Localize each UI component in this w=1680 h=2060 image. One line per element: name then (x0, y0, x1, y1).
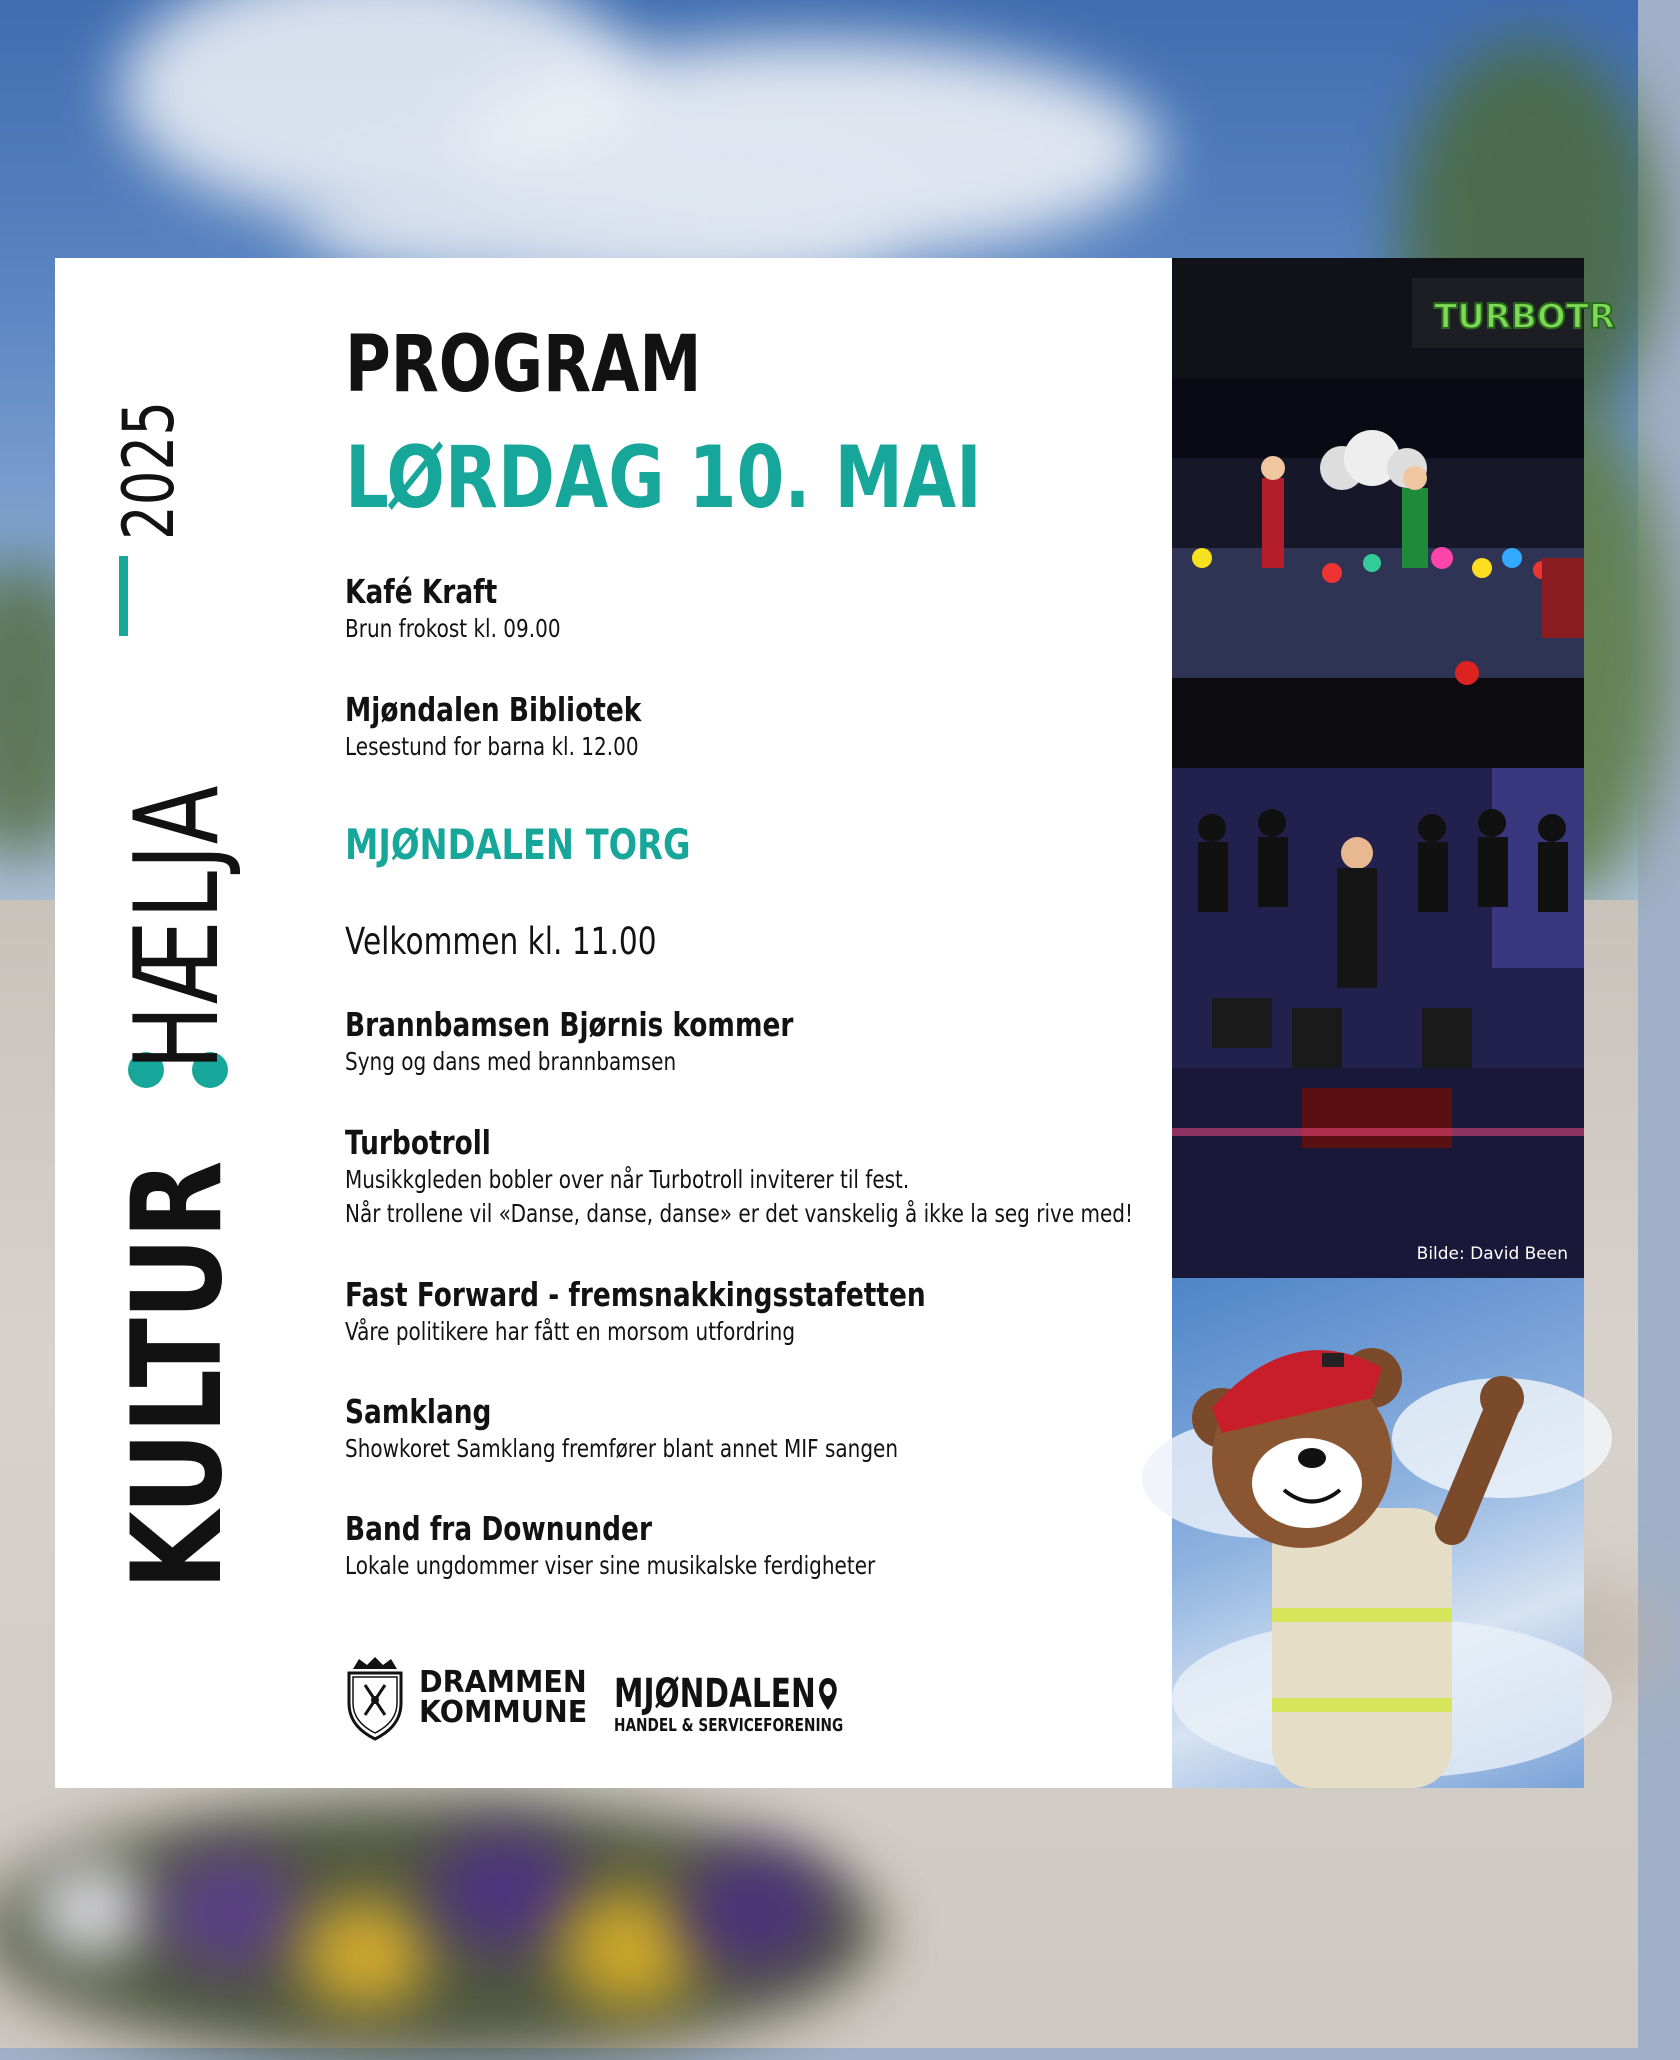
event-desc: Showkoret Samklang fremfører blant annet MIF sangen (345, 1434, 899, 1463)
photo-brannbamsen-bjornis (1172, 1278, 1584, 1788)
event-item (345, 1509, 1008, 1583)
page-title: PROGRAM (345, 320, 702, 410)
mjondalen-handel-logo (614, 1671, 917, 1736)
mjondalen-sub: HANDEL & SERVICEFORENING (614, 1715, 844, 1736)
event-item (345, 1275, 1071, 1349)
event-desc: Våre politikere har fått en morsom utfordring (345, 1317, 796, 1346)
event-title: Samklang (345, 1392, 492, 1431)
drammen-line1: DRAMMEN (419, 1665, 587, 1700)
event-desc: Musikkgleden bobler over når Turbotroll inviterer til fest. (345, 1165, 910, 1194)
banner-text: TURBOTR (1434, 297, 1616, 337)
drammen-line2: KOMMUNE (419, 1695, 588, 1730)
event-title: Turbotroll (345, 1123, 491, 1162)
year-wrap (108, 400, 190, 540)
year: 2025 (108, 401, 190, 540)
event-title: Band fra Downunder (345, 1509, 652, 1548)
event-title: Fast Forward - fremsnakkingsstafetten (345, 1275, 926, 1314)
venue-title: Mjøndalen Bibliotek (345, 690, 642, 729)
kulturhaelja-logo (108, 390, 248, 1590)
venue-item (345, 572, 614, 646)
event-item (345, 1005, 905, 1079)
logo-haelja: HÆLJA (110, 784, 245, 1071)
flowerbed (0, 1780, 1100, 2048)
photo-turbotroll-stage (1172, 258, 1616, 768)
event-desc-line2: Når trollene vil «Danse, danse, danse» er det vanskelig å ikke la seg rive med! (345, 1199, 1134, 1228)
coat-of-arms-icon (345, 1655, 405, 1741)
venue-desc: Brun frokost kl. 09.00 (345, 614, 561, 643)
drammen-kommune-logo (345, 1655, 596, 1741)
venue-desc: Lesestund for barna kl. 12.00 (345, 732, 639, 761)
event-item (345, 1392, 1036, 1466)
photo-credit: Bilde: David Been (1416, 1244, 1568, 1264)
section-heading: MJØNDALEN TORG (345, 820, 691, 869)
event-title: Brannbamsen Bjørnis kommer (345, 1005, 794, 1044)
event-date: LØRDAG 10. MAI (345, 428, 982, 528)
welcome-text: Velkommen kl. 11.00 (345, 920, 657, 963)
map-pin-icon (817, 1676, 838, 1712)
venue-title: Kafé Kraft (345, 572, 498, 611)
event-desc: Syng og dans med brannbamsen (345, 1047, 677, 1076)
venue-item (345, 690, 715, 764)
photo-samklang-choir (1172, 768, 1584, 1278)
mjondalen-name: MJØNDALEN (614, 1671, 816, 1717)
event-desc: Lokale ungdommer viser sine musikalske ferdigheter (345, 1551, 876, 1580)
logo-kultur: KULTUR (106, 1162, 250, 1590)
year-divider (119, 556, 128, 636)
